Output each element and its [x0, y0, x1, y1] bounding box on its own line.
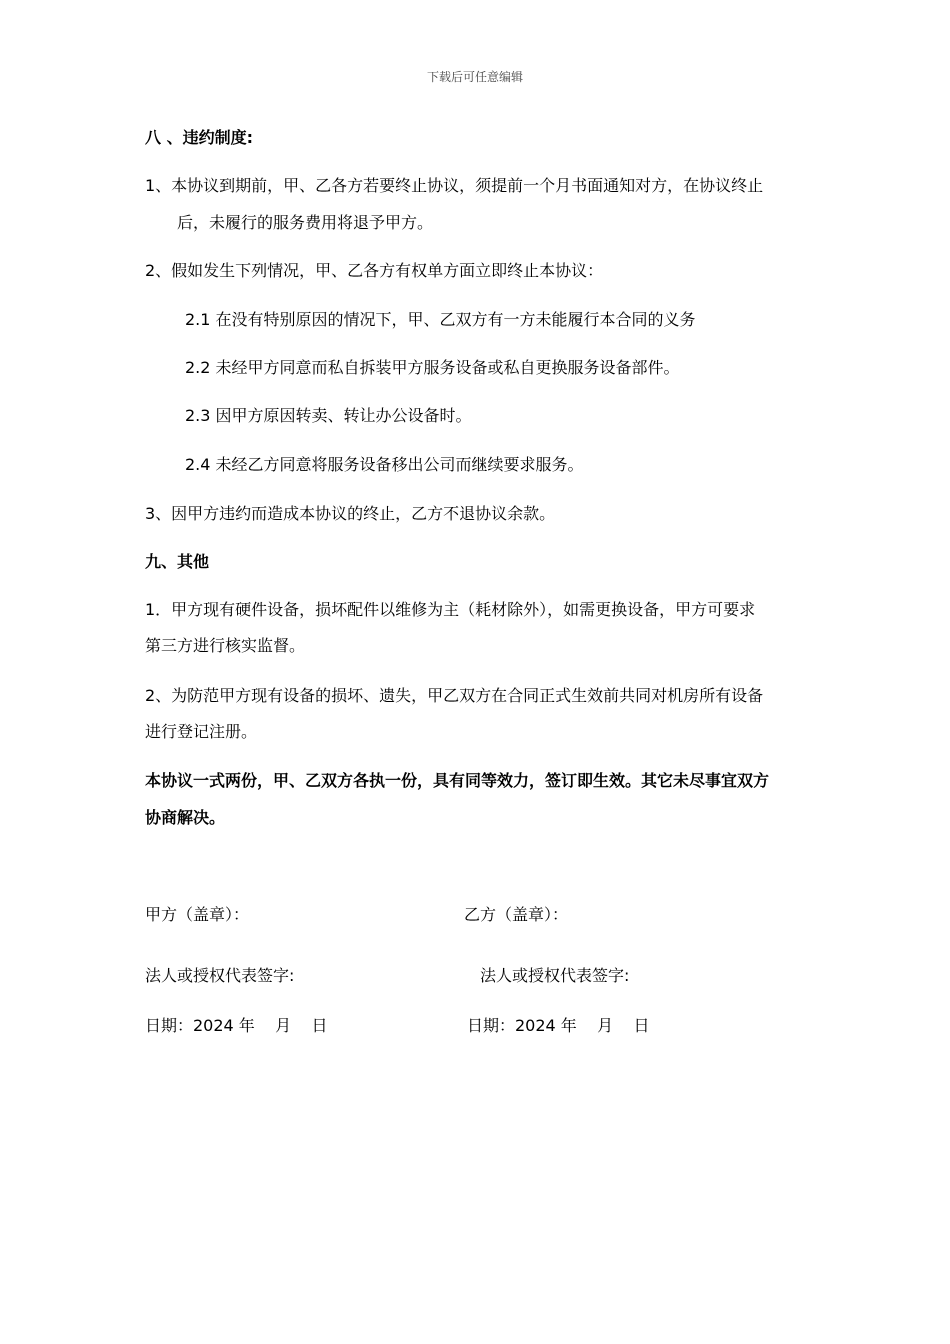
section-8-item-3: 3、因甲方违约而造成本协议的终止，乙方不退协议余款。: [145, 504, 556, 523]
party-a-rep-signature-label: 法人或授权代表签字:: [145, 966, 295, 985]
section-8-sub-item-2-3: 2.3 因甲方原因转卖、转让办公设备时。: [185, 406, 472, 425]
closing-statement-line-2: 协商解决。: [145, 808, 226, 827]
section-9-item-1-line-2: 第三方进行核实监督。: [145, 636, 306, 655]
section-8-item-2: 2、假如发生下列情况，甲、乙各方有权单方面立即终止本协议：: [145, 261, 604, 280]
section-8-heading: 八 、违约制度:: [145, 128, 253, 147]
page-header-note: 下载后可任意编辑: [426, 70, 523, 84]
party-b-date-label: 日期：2024 年 月 日: [467, 1016, 650, 1035]
party-a-seal-label: 甲方（盖章）：: [145, 905, 250, 924]
section-8-item-1-line-2: 后，未履行的服务费用将退予甲方。: [177, 213, 434, 232]
section-8-sub-item-2-1: 2.1 在没有特别原因的情况下，甲、乙双方有一方未能履行本合同的义务: [185, 310, 696, 329]
closing-statement-line-1: 本协议一式两份，甲、乙双方各执一份，具有同等效力，签订即生效。其它未尽事宜双方: [145, 771, 770, 790]
party-b-rep-signature-label: 法人或授权代表签字:: [480, 966, 630, 985]
party-b-seal-label: 乙方（盖章）：: [464, 905, 569, 924]
section-8-sub-item-2-2: 2.2 未经甲方同意而私自拆装甲方服务设备或私自更换服务设备部件。: [185, 358, 680, 377]
section-9-item-1-line-1: 1．甲方现有硬件设备，损坏配件以维修为主（耗材除外），如需更换设备，甲方可要求: [145, 600, 756, 619]
party-a-date-label: 日期：2024 年 月 日: [145, 1016, 328, 1035]
section-8-item-1-line-1: 1、本协议到期前，甲、乙各方若要终止协议，须提前一个月书面通知对方，在协议终止: [145, 176, 764, 195]
section-9-item-2-line-1: 2、为防范甲方现有设备的损坏、遗失，甲乙双方在合同正式生效前共同对机房所有设备: [145, 686, 764, 705]
section-9-item-2-line-2: 进行登记注册。: [145, 722, 258, 741]
section-9-heading: 九、其他: [145, 552, 210, 571]
section-8-sub-item-2-4: 2.4 未经乙方同意将服务设备移出公司而继续要求服务。: [185, 455, 584, 474]
